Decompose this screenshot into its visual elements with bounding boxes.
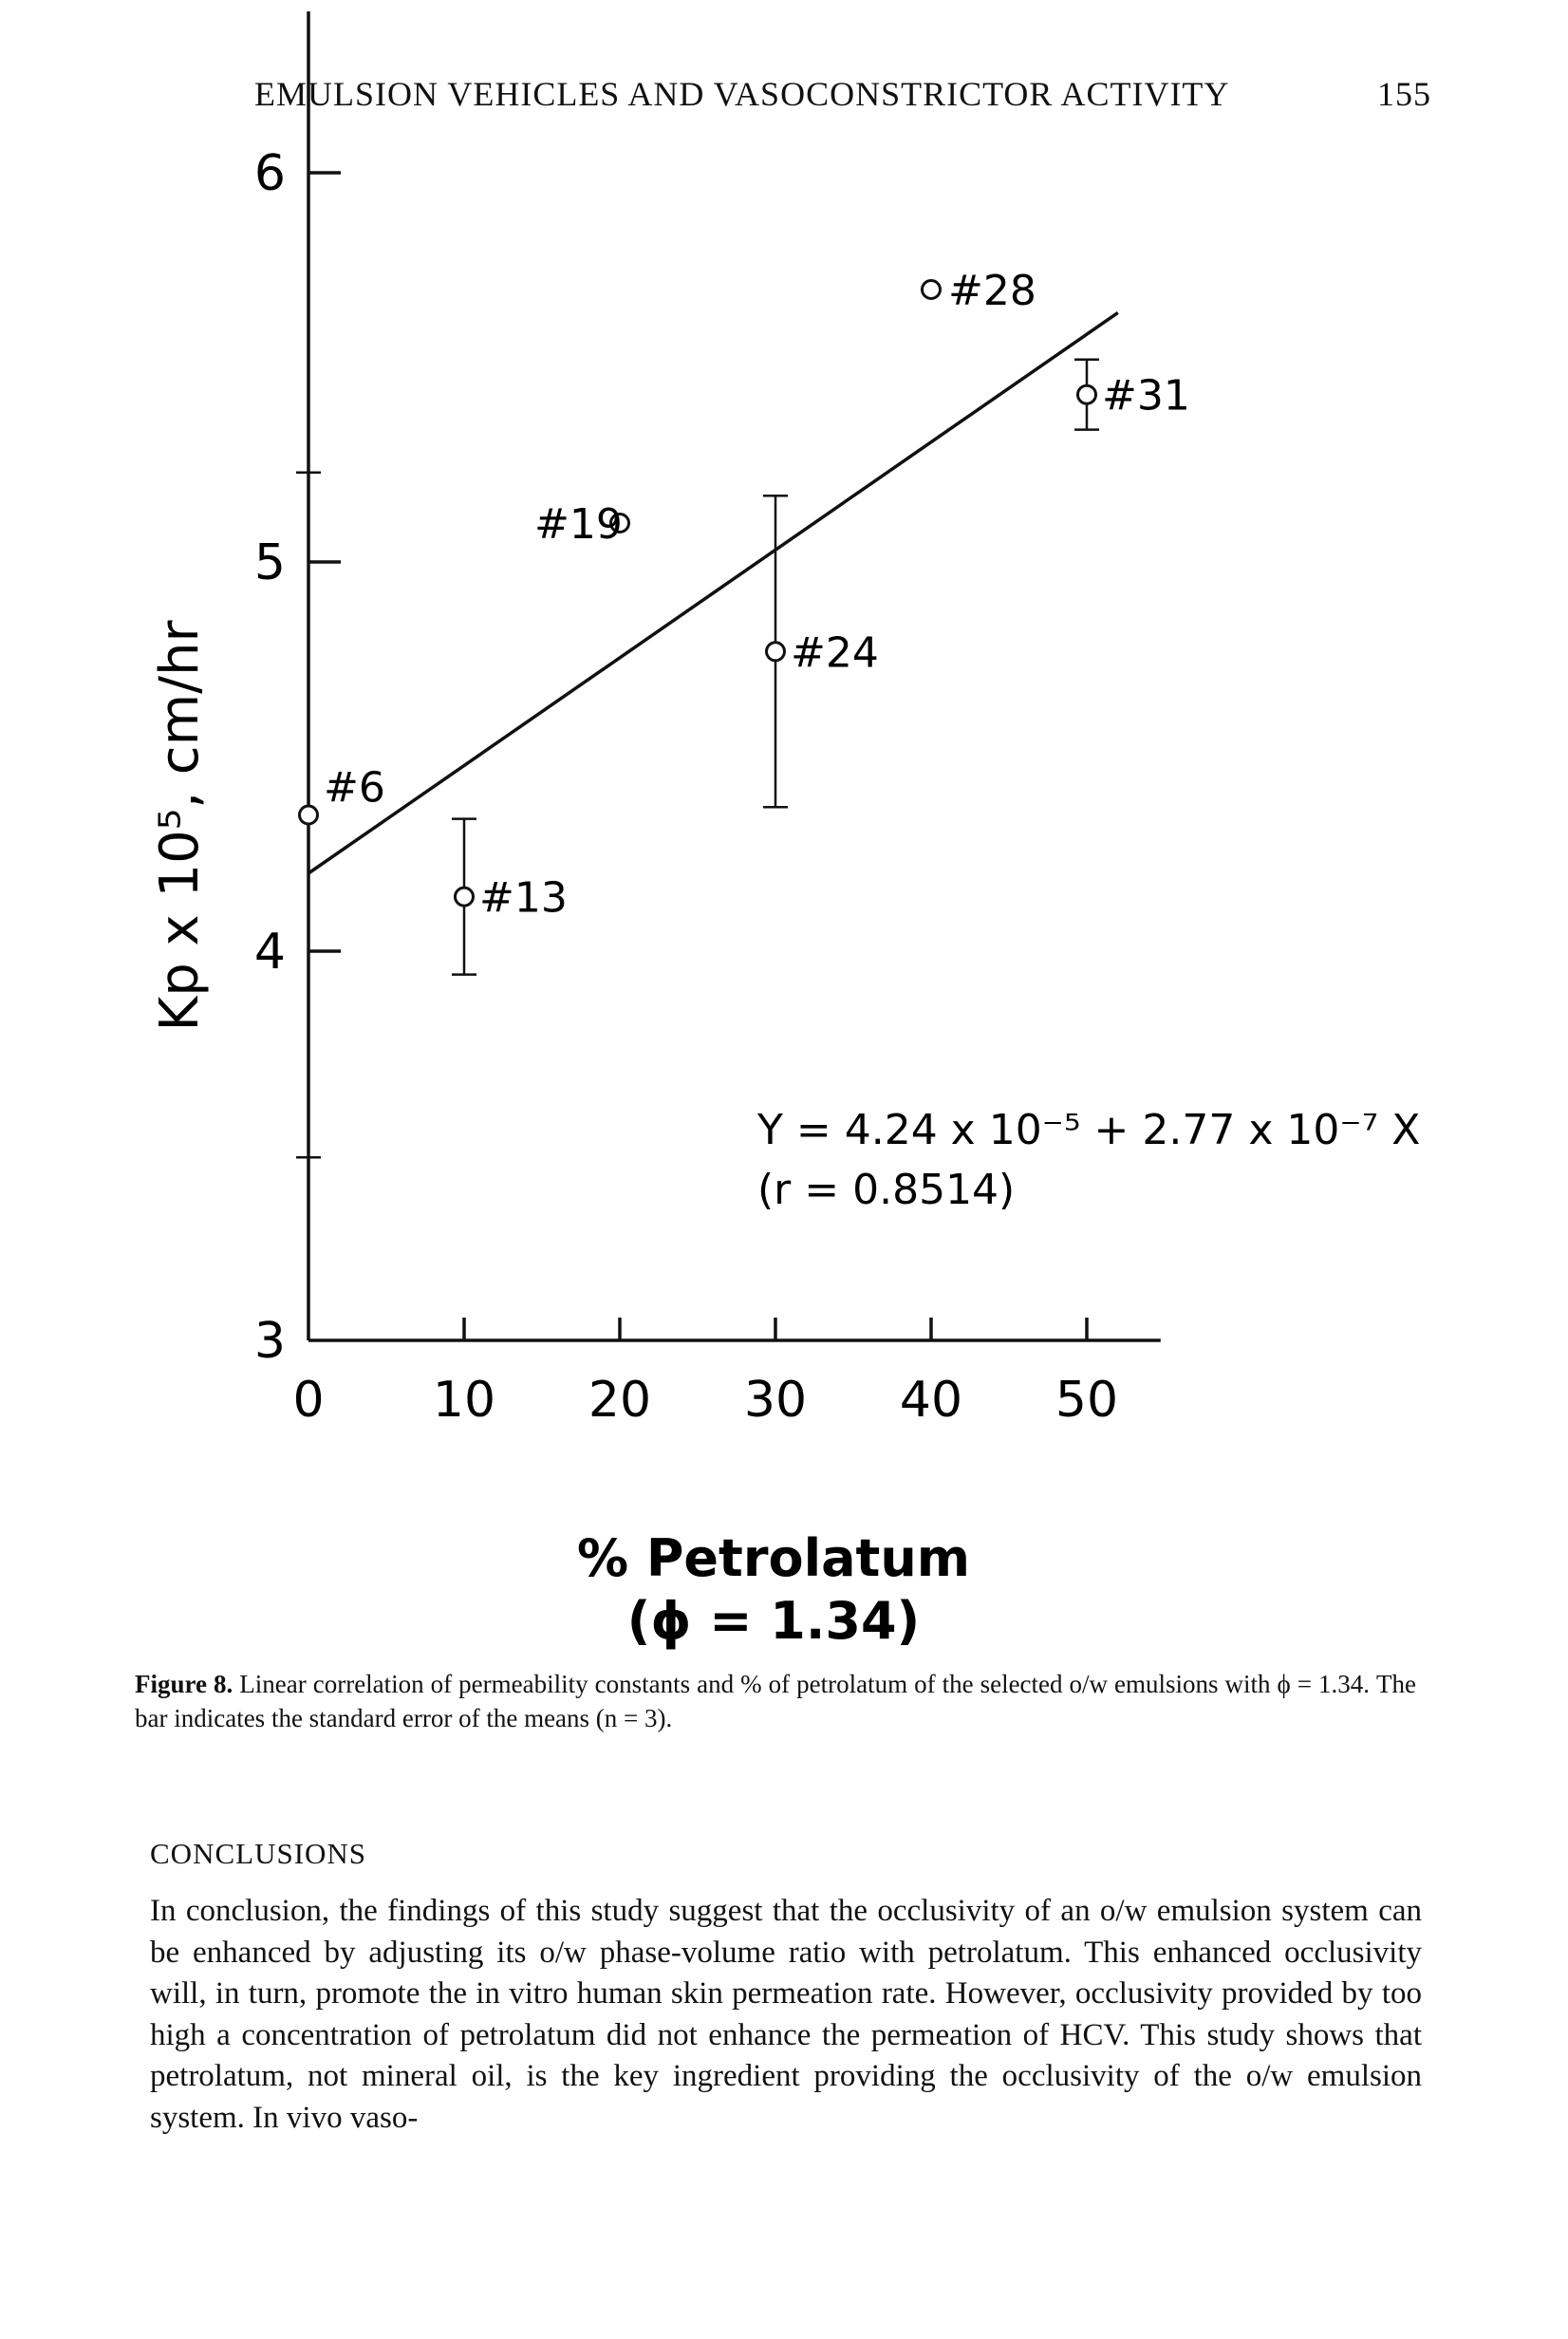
page-number: 155 xyxy=(1377,75,1431,113)
x-tick-label-40: 40 xyxy=(899,1372,963,1429)
data-point-sample-28 xyxy=(923,281,941,299)
figure-caption-text: Linear correlation of permeability constants and % of petrolatum of the selected o/w emulsions with ϕ = 1.34. The bar indicates the standard error of the means (n = 3). xyxy=(135,1670,1416,1732)
data-point-sample-31 xyxy=(1078,385,1096,403)
section-heading: CONCLUSIONS xyxy=(150,1837,367,1870)
y-tick-label-6: 6 xyxy=(253,145,286,202)
point-label-sample-13: #13 xyxy=(479,873,568,923)
x-axis-label: % Petrolatum xyxy=(576,1528,971,1588)
x-axis-sublabel: (ϕ = 1.34) xyxy=(626,1591,921,1651)
point-label-sample-31: #31 xyxy=(1102,371,1190,421)
point-label-sample-6: #6 xyxy=(324,763,385,813)
regression-equation: Y = 4.24 x 10⁻⁵ + 2.77 x 10⁻⁷ X xyxy=(757,1106,1421,1154)
point-label-sample-28: #28 xyxy=(948,267,1036,315)
y-tick-label-5: 5 xyxy=(253,534,286,591)
x-tick-label-50: 50 xyxy=(1055,1372,1119,1429)
data-point-sample-24 xyxy=(767,643,785,661)
data-point-sample-13 xyxy=(456,888,474,906)
body-paragraph: In conclusion, the findings of this study suggest that the occlusivity of an o/w emulsion system can be enhanced by adjusting its o/w phase-volume ratio with petrolatum. This enhanced occlusivity will, in turn, promote the in vitro human skin permeation rate. However, occlusivity provided by too high a concentration of petrolatum did not enhance the permeation of HCV. This study shows that petrolatum, not mineral oil, is the key ingredient providing the occlusivity of the o/w emulsion system. In vivo vaso- xyxy=(150,1894,1422,2135)
y-axis-label: Kp x 10⁵, cm/hr xyxy=(149,620,211,1032)
y-tick-label-4: 4 xyxy=(253,924,286,981)
data-point-sample-6 xyxy=(300,806,318,824)
running-title: EMULSION VEHICLES AND VASOCONSTRICTOR ACTIVITY xyxy=(254,75,1230,113)
point-label-sample-24: #24 xyxy=(791,628,879,678)
x-tick-label-20: 20 xyxy=(588,1372,652,1429)
figure-caption xyxy=(135,1667,1416,1735)
x-tick-label-30: 30 xyxy=(743,1372,808,1429)
regression-line xyxy=(308,312,1118,873)
x-tick-label-10: 10 xyxy=(432,1372,496,1429)
x-tick-label-0: 0 xyxy=(292,1372,325,1429)
point-label-sample-19: #19 xyxy=(534,500,623,549)
y-tick-label-3: 3 xyxy=(253,1313,286,1370)
regression-r-value: (r = 0.8514) xyxy=(757,1166,1016,1214)
figure-label: Figure 8. xyxy=(135,1670,233,1698)
chart-marks xyxy=(296,267,1190,1157)
